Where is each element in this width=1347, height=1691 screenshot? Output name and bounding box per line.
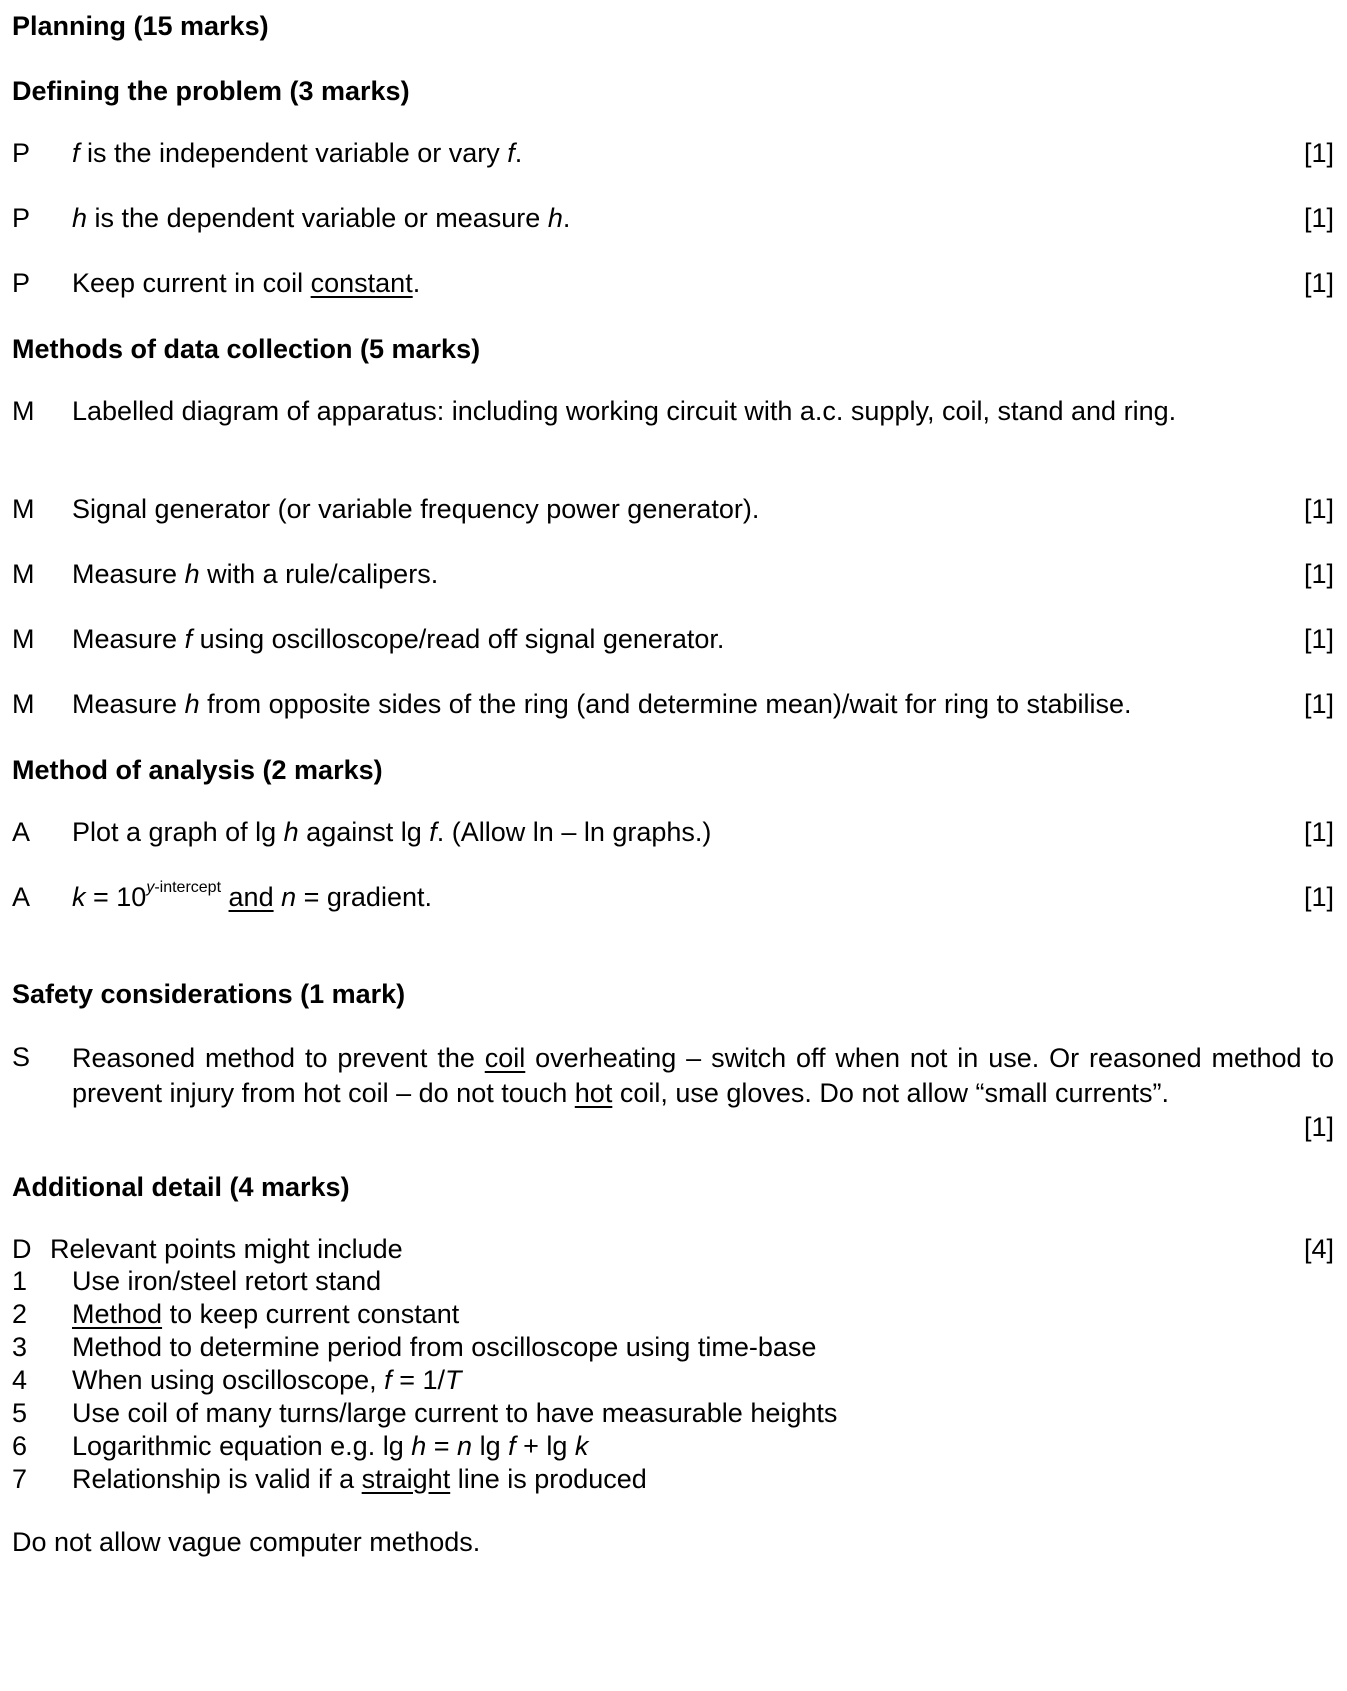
point-text: Measure h from opposite sides of the ring (and determine mean)/wait for ring to stabilise. [72,689,1132,719]
section-heading-safety: Safety considerations (1 mark) [12,979,406,1009]
list-item-text: Use coil of many turns/large current to have measurable heights [72,1398,838,1428]
point-code: P [12,203,31,233]
list-item-number: 5 [12,1398,28,1428]
point-text: f is the independent variable or vary f. [72,138,523,168]
point-code: M [12,559,35,589]
mark-allocation: [1] [1303,882,1334,912]
mark-allocation: [1] [1303,268,1334,298]
mark-allocation: [4] [1303,1234,1334,1264]
list-item-number: 3 [12,1332,28,1362]
section-heading-methods: Methods of data collection (5 marks) [12,334,481,364]
section-heading-defining-problem: Defining the problem (3 marks) [12,76,410,106]
mark-allocation: [1] [1303,494,1334,524]
point-text: h is the dependent variable or measure h. [72,203,571,233]
mark-allocation: [1] [1303,203,1334,233]
list-item-number: 2 [12,1299,28,1329]
point-text: $k = 10^{y-intercept}$ and n = gradient. [72,879,432,912]
mark-allocation: [1] [1303,559,1334,589]
point-text: Measure f using oscilloscope/read off signal generator. [72,624,725,654]
point-text: Relevant points might include [50,1234,403,1264]
mark-allocation: [1] [1303,1112,1334,1142]
list-item-number: 6 [12,1431,28,1461]
mark-point-s1 [12,1041,1334,1151]
mark-allocation: [1] [1303,138,1334,168]
point-text: Reasoned method to prevent the coil overheating – switch off when not in use. Or reasoned method to prevent injury from hot coil – do not touch hot coil, use gloves. Do not allow “small currents”. [72,1043,1334,1108]
section-heading-additional: Additional detail (4 marks) [12,1172,350,1202]
list-item-text: Relationship is valid if a straight line is produced [72,1464,647,1494]
point-code: A [12,882,31,912]
list-item-text: Method to keep current constant [72,1299,460,1329]
point-code: M [12,624,35,654]
point-text: Labelled diagram of apparatus: including working circuit with a.c. supply, coil, stand and ring. [72,396,1177,426]
point-code: P [12,138,31,168]
footer-note: Do not allow vague computer methods. [12,1527,481,1557]
list-item-text: Logarithmic equation e.g. lg h = n lg f + lg k [72,1431,589,1461]
list-item-number: 4 [12,1365,28,1395]
mark-allocation: [1] [1303,689,1334,719]
section-heading-planning: Planning (15 marks) [12,11,269,41]
point-code: M [12,689,35,719]
list-item-number: 1 [12,1266,28,1296]
mark-allocation: [1] [1303,624,1334,654]
list-item-number: 7 [12,1464,28,1494]
point-code: P [12,268,31,298]
list-item-text: When using oscilloscope, f = 1/T [72,1365,462,1395]
point-text: Signal generator (or variable frequency power generator). [72,494,760,524]
point-text: Keep current in coil constant. [72,268,421,298]
point-code: M [12,494,35,524]
point-text: Measure h with a rule/calipers. [72,559,439,589]
list-item-text: Use iron/steel retort stand [72,1266,382,1296]
section-heading-analysis: Method of analysis (2 marks) [12,755,383,785]
point-code: D [12,1234,32,1264]
point-code: S [12,1042,31,1072]
point-code: M [12,396,35,426]
point-code: A [12,817,31,847]
list-item-text: Method to determine period from oscilloscope using time-base [72,1332,817,1362]
point-text: Plot a graph of lg h against lg f. (Allow ln – ln graphs.) [72,817,712,847]
mark-allocation: [1] [1303,817,1334,847]
